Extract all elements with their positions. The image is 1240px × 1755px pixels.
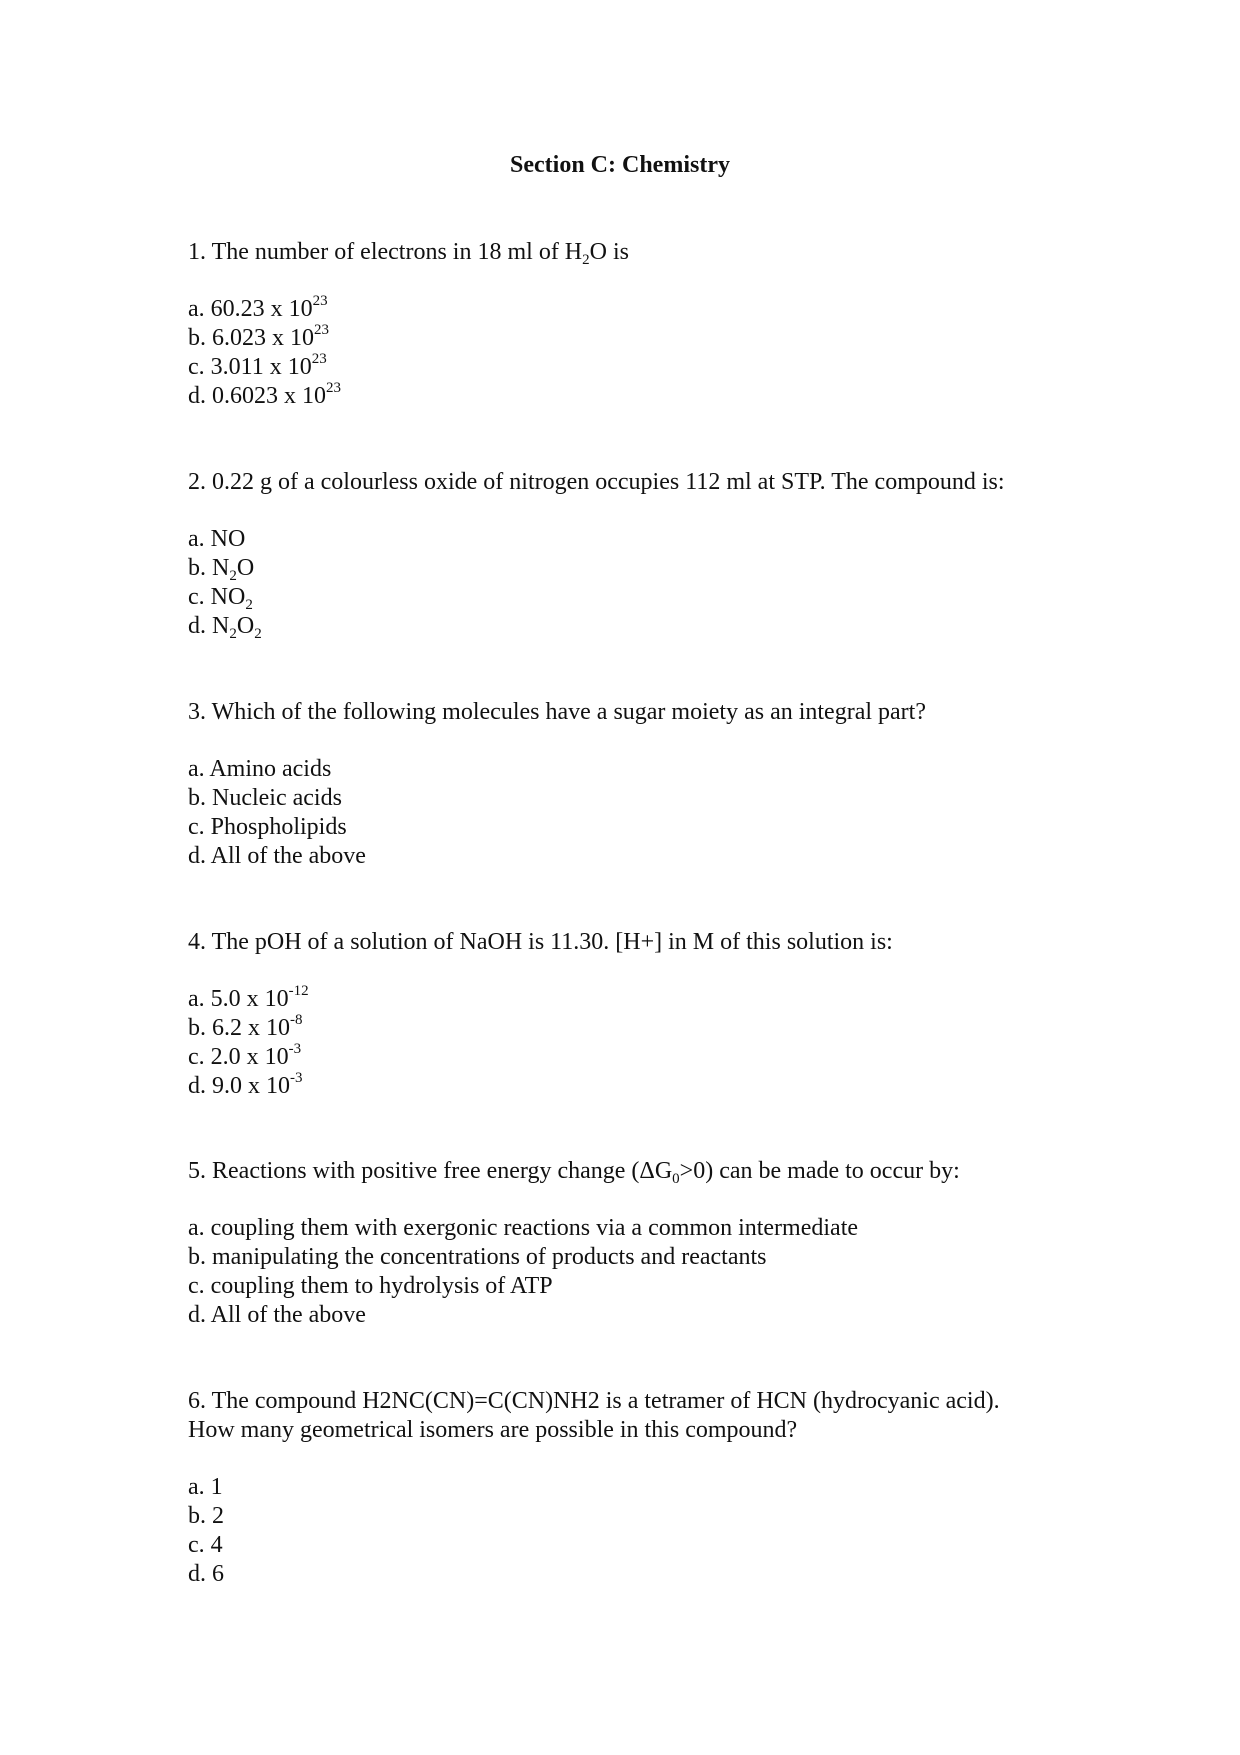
- option-b: b. manipulating the concentrations of products and reactants: [188, 1244, 767, 1270]
- option-list: [188, 525, 1088, 641]
- question-4: [188, 928, 1088, 1101]
- superscript: -8: [290, 1012, 303, 1028]
- superscript: 23: [314, 322, 329, 338]
- option-list: [188, 295, 1088, 411]
- question-text: 1. The number of electrons in 18 ml of $H_2O$ is: [188, 239, 629, 268]
- superscript: -3: [288, 1041, 302, 1057]
- question-6: [188, 1387, 1088, 1589]
- option-a: a. NO: [188, 526, 246, 552]
- option-d: d. 9.0 x $10^{-3}$: [188, 1070, 303, 1099]
- option-d: d. $N_2O_2$: [188, 613, 262, 642]
- option-a: a. 60.23 x $10^{23}$: [188, 293, 328, 322]
- question-1: [188, 238, 1088, 411]
- option-a: a. 5.0 x $10^{-12}$: [188, 983, 309, 1012]
- option-d: d. 0.6023 x $10^{23}$: [188, 380, 341, 409]
- option-c: c. coupling them to hydrolysis of ATP: [188, 1273, 553, 1299]
- question-text: 6. The compound H2NC(CN)=C(CN)NH2 is a tetramer of HCN (hydrocyanic acid). How many geometrical isomers are possible in this compound?: [188, 1388, 1000, 1443]
- option-list: [188, 755, 1088, 871]
- subscript: 2: [229, 626, 237, 642]
- option-list: [188, 985, 1088, 1101]
- option-c: c. Phospholipids: [188, 814, 347, 840]
- question-3: [188, 698, 1088, 871]
- section-title: Section C: Chemistry: [510, 152, 730, 178]
- question-text: 2. 0.22 g of a colourless oxide of nitrogen occupies 112 ml at STP. The compound is:: [188, 469, 1005, 495]
- option-b: b. 6.023 x $10^{23}$: [188, 322, 329, 351]
- option-list: [188, 1214, 1088, 1330]
- option-d: d. All of the above: [188, 843, 366, 869]
- option-a: a. 1: [188, 1474, 223, 1500]
- option-list: [188, 1473, 1088, 1589]
- question-text: 3. Which of the following molecules have a sugar moiety as an integral part?: [188, 699, 926, 725]
- option-c: c. 4: [188, 1532, 223, 1558]
- question-text: 4. The pOH of a solution of NaOH is 11.30. [H+] in M of this solution is:: [188, 929, 893, 955]
- subscript: 2: [229, 568, 237, 584]
- option-d: d. 6: [188, 1561, 224, 1587]
- option-d: d. All of the above: [188, 1302, 366, 1328]
- superscript: 23: [326, 380, 341, 396]
- option-b: b. Nucleic acids: [188, 785, 342, 811]
- superscript: -12: [288, 983, 309, 999]
- superscript: 23: [312, 293, 328, 309]
- question-text: 5. Reactions with positive free energy change $(\Delta G_0>0)$ can be made to occur by:: [188, 1158, 960, 1187]
- superscript: -3: [290, 1070, 303, 1086]
- subscript: 2: [245, 597, 253, 613]
- superscript: 23: [311, 351, 327, 367]
- option-b: b. $N_2O$: [188, 555, 255, 584]
- option-c: c. 2.0 x $10^{-3}$: [188, 1041, 302, 1070]
- option-b: b. 6.2 x $10^{-8}$: [188, 1012, 303, 1041]
- subscript: 0: [672, 1171, 680, 1187]
- option-b: b. 2: [188, 1503, 224, 1529]
- option-c: c. $NO_2$: [188, 584, 253, 613]
- question-2: [188, 468, 1088, 641]
- subscript: 2: [582, 252, 590, 268]
- option-a: a. Amino acids: [188, 756, 332, 782]
- option-a: a. coupling them with exergonic reactions via a common intermediate: [188, 1215, 859, 1241]
- option-c: c. 3.011 x $10^{23}$: [188, 351, 327, 380]
- subscript: 2: [254, 626, 262, 642]
- question-5: [188, 1157, 1088, 1330]
